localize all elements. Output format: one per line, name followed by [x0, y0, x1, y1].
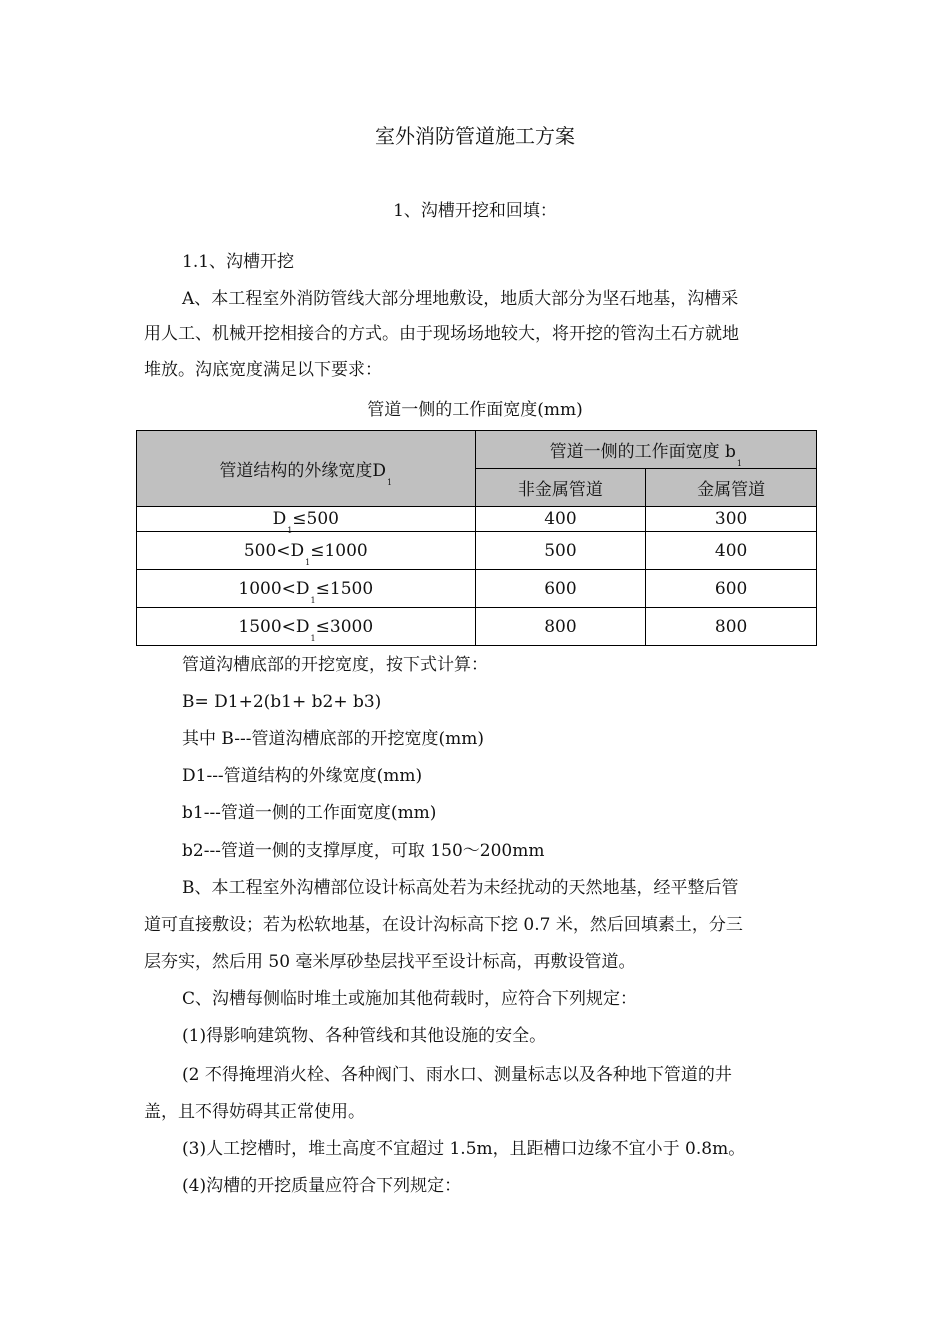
paragraph-b-line-2: 道可直接敷设；若为松软地基，在设计沟标高下挖 0.7 米，然后回填素土，分三 [144, 915, 743, 935]
formula-intro: 管道沟槽底部的开挖宽度，按下式计算： [182, 655, 488, 675]
range-suffix: ≤3000 [315, 616, 374, 637]
table-cell-nonmetal: 500 [475, 532, 646, 570]
table-row [137, 507, 817, 532]
table-cell-metal: 800 [646, 608, 817, 646]
formula: B= D1+2(b1+ b2+ b3) [182, 692, 382, 712]
range-suffix: ≤500 [292, 509, 339, 529]
range-prefix: 500<D [243, 540, 305, 561]
table-header-row [137, 431, 817, 469]
table-row [137, 570, 817, 608]
table-cell-metal: 600 [646, 570, 817, 608]
header-work-width [475, 431, 816, 469]
paragraph-a-line-3: 堆放。沟底宽度满足以下要求： [144, 360, 382, 380]
rule-item-4: (4)沟槽的开挖质量应符合下列规定： [182, 1176, 462, 1196]
section-heading-1-1: 1.1、沟槽开挖 [182, 252, 295, 272]
table-cell-metal: 300 [646, 507, 817, 532]
range-suffix: ≤1500 [315, 578, 374, 599]
table-cell-nonmetal: 600 [475, 570, 646, 608]
header-work-width-sub: 1 [736, 459, 742, 468]
rule-item-2-line-1: (2 不得掩埋消火栓、各种阀门、雨水口、测量标志以及各种地下管道的井 [182, 1065, 732, 1085]
formula-def-b2: b2---管道一侧的支撑厚度，可取 150～200mm [182, 841, 545, 861]
header-outer-width-text: 管道结构的外缘宽度D [219, 461, 387, 481]
rule-item-3: (3)人工挖槽时，堆土高度不宜超过 1.5m，且距槽口边缘不宜小于 0.8m。 [182, 1139, 746, 1159]
subheader-nonmetal: 非金属管道 [475, 469, 646, 507]
table-cell-nonmetal: 800 [475, 608, 646, 646]
table-cell-range [137, 507, 476, 535]
document-title: 室外消防管道施工方案 [375, 124, 575, 148]
table-cell-range [137, 570, 476, 608]
table-cell-nonmetal: 400 [475, 507, 646, 532]
paragraph-c-line-1: C、沟槽每侧临时堆土或施加其他荷载时，应符合下列规定： [182, 989, 638, 1009]
header-outer-width [137, 431, 476, 507]
paragraph-a-line-1: A、本工程室外消防管线大部分埋地敷设，地质大部分为坚石地基，沟槽采 [182, 289, 739, 309]
section-heading-1: 1、沟槽开挖和回填： [393, 201, 557, 221]
range-sub: 1 [310, 595, 316, 605]
range-prefix: 1500<D [238, 616, 310, 637]
table-cell-range [137, 608, 476, 646]
paragraph-a-line-2: 用人工、机械开挖相接合的方式。由于现场场地较大，将开挖的管沟土石方就地 [144, 324, 739, 344]
work-width-table [136, 430, 817, 646]
paragraph-b-line-1: B、本工程室外沟槽部位设计标高处若为未经扰动的天然地基，经平整后管 [182, 878, 739, 898]
table-row [137, 608, 817, 646]
paragraph-b-line-3: 层夯实，然后用 50 毫米厚砂垫层找平至设计标高，再敷设管道。 [144, 952, 636, 972]
subheader-metal: 金属管道 [646, 469, 817, 507]
range-sub: 1 [287, 526, 293, 535]
header-work-width-text: 管道一侧的工作面宽度 b [549, 442, 736, 462]
rule-item-1: (1)得影响建筑物、各种管线和其他设施的安全。 [182, 1026, 547, 1046]
range-prefix: D [272, 509, 287, 529]
range-prefix: 1000<D [238, 578, 310, 599]
range-sub: 1 [310, 633, 316, 643]
table-caption: 管道一侧的工作面宽度(mm) [367, 400, 583, 420]
table-cell-metal: 400 [646, 532, 817, 570]
header-outer-width-sub: 1 [387, 478, 393, 487]
formula-def-b: 其中 B---管道沟槽底部的开挖宽度(mm) [182, 729, 484, 749]
table-row [137, 532, 817, 570]
formula-def-b1: b1---管道一侧的工作面宽度(mm) [182, 803, 437, 823]
rule-item-2-line-2: 盖，且不得妨碍其正常使用。 [144, 1102, 365, 1122]
range-suffix: ≤1000 [310, 540, 368, 561]
formula-def-d1: D1---管道结构的外缘宽度(mm) [182, 766, 423, 786]
range-sub: 1 [305, 557, 311, 567]
table-cell-range [137, 532, 476, 570]
